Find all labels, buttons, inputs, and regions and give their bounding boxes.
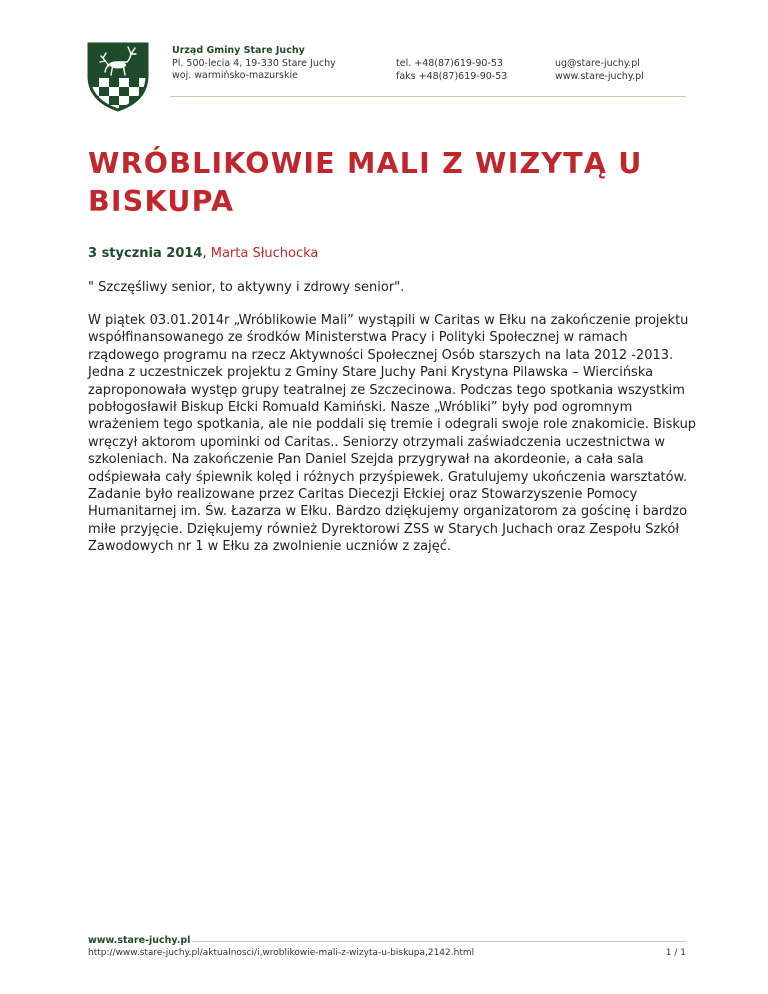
fax-number: faks +48(87)619-90-53 bbox=[396, 70, 508, 82]
address-line-2: woj. warmińsko-mazurskie bbox=[172, 70, 298, 81]
article-date: 3 stycznia 2014 bbox=[88, 246, 203, 261]
header-phone bbox=[396, 58, 507, 83]
article-quote: " Szczęśliwy senior, to aktywny i zdrowy senior". bbox=[88, 280, 405, 295]
meta-separator: , bbox=[202, 246, 211, 261]
article-author[interactable]: Marta Słuchocka bbox=[210, 246, 319, 261]
article-title: WRÓBLIKOWIE MALI Z WIZYTĄ U BISKUPA bbox=[88, 147, 643, 218]
footer-site[interactable]: www.stare-juchy.pl bbox=[88, 935, 191, 946]
coat-of-arms-icon bbox=[87, 42, 149, 112]
header-contact bbox=[555, 58, 644, 83]
email-link[interactable]: ug@stare-juchy.pl bbox=[555, 58, 640, 69]
article-meta bbox=[88, 246, 318, 261]
article-body: W piątek 03.01.2014r „Wróblikowie Mali” wystąpili w Caritas w Ełku na zakończenie projektu współfinansowanego ze środków Ministerstwa Pracy i Polityki Społecznej w ramach rządowego programu na rzecz Aktywności Społecznej Osób starszych na lata 2012 -2013. Jedna z uczestniczek projektu z Gminy Stare Juchy Pani Krystyna Pilawska – Wiercińska zaproponowała występ grupy teatralnej ze Szczecinowa. Podczas tego spotkania wszystkim pobłogosławił Biskup Ełcki Romuald Kamiński. Nasze „Wróbliki” były pod ogromnym wrażeniem tego spotkania, ale nie poddali się tremie i odegrali swoje role znakomicie. Biskup wręczył aktorom upominki od Caritas.. Seniorzy otrzymali zaświadczenia uczestnictwa w szkoleniach. Na zakończenie Pan Daniel Szejda przygrywał na akordeonie, a cała sala odśpiewała cały śpiewnik kolęd i różnych przyśpiewek. Gratulujemy ukończenia warsztatów. Zadanie było realizowane przez Caritas Diecezji Ełckiej oraz Stowarzyszenie Pomocy Humanitarnej im. Św. Łazarza w Ełku. Bardzo dziękujemy organizatorom za gościnę i bardzo miłe przyjęcie. Dziękujemy również Dyrektorowi ZSS w Starych Juchach oraz Zespołu Szkół Zawodowych nr 1 w Ełku za zwolnienie uczniów z zajęć. bbox=[88, 313, 697, 555]
footer-divider bbox=[193, 941, 686, 942]
header-divider bbox=[170, 96, 686, 97]
address-line-1: Pl. 500-lecia 4, 19-330 Stare Juchy bbox=[172, 57, 336, 69]
phone-number: tel. +48(87)619-90-53 bbox=[396, 58, 503, 69]
website-link[interactable]: www.stare-juchy.pl bbox=[555, 70, 644, 82]
page-number: 1 / 1 bbox=[665, 948, 686, 958]
header-address bbox=[172, 45, 336, 83]
org-name: Urząd Gminy Stare Juchy bbox=[172, 45, 305, 56]
footer-url[interactable]: http://www.stare-juchy.pl/aktualnosci/i,wroblikowie-mali-z-wizyta-u-biskupa,2142.html bbox=[88, 948, 475, 958]
